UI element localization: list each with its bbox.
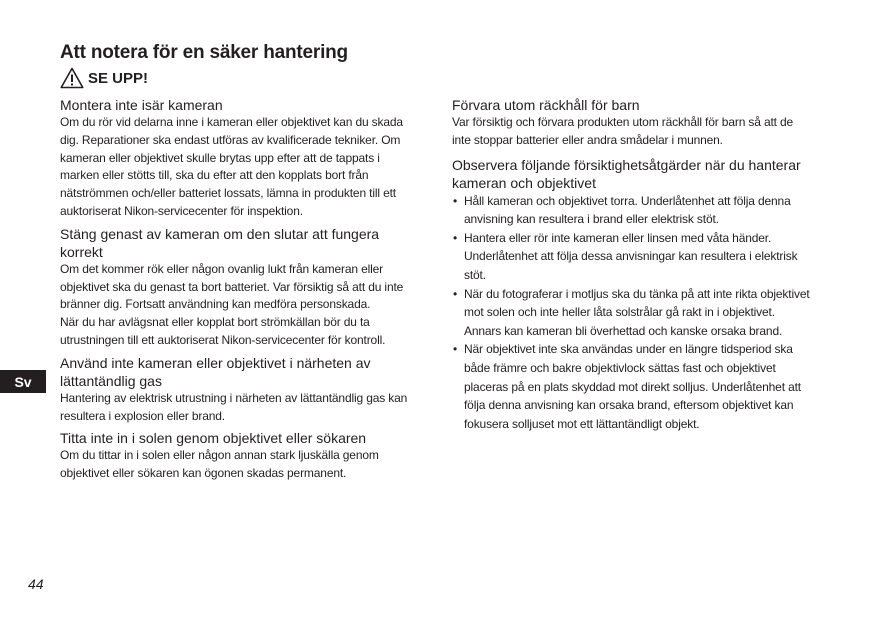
section-precautions <box>452 156 814 434</box>
section-heading: Titta inte in i solen genom objektivet eller sökaren <box>60 430 367 447</box>
precautions-list <box>452 192 814 434</box>
language-tab: Sv <box>0 370 46 393</box>
list-item: • Hantera eller rör inte kameran eller linsen med våta händer. Underlåtenhet att följa dessa anvisningar kan resultera i elektrisk stöt. <box>452 229 814 285</box>
list-item: • Håll kameran och objektivet torra. Underlåtenhet att följa denna anvisning kan resultera i brand eller elektrisk stöt. <box>452 192 814 229</box>
section-body: Om du tittar in i solen eller någon annan stark ljuskälla genom objektivet eller sökaren kan ögonen skadas permanent. <box>60 448 379 481</box>
list-item: • När du fotograferar i motljus ska du tänka på att inte rikta objektivet mot solen och inte heller låta solstrålar gå rakt in i objektivet. Annars kan kameran bli överhettad och kanske orsaka brand. <box>452 285 814 341</box>
section-body: Var försiktig och förvara produkten utom räckhåll för barn så att de inte stoppar batterier eller andra smådelar i munnen. <box>452 115 794 147</box>
warning-triangle-icon <box>60 67 84 89</box>
section-body-continued: När du har avlägsnat eller kopplat bort strömkällan bör du ta utrustningen till ett auktoriserat Nikon-servicecenter för kontroll. <box>60 315 386 347</box>
section-malfunction <box>60 225 420 350</box>
section-flammable-gas <box>60 354 420 426</box>
section-heading: Observera följande försiktighetsåtgärder när du hanterar kameran och objektivet <box>452 156 801 191</box>
section-heading: Stäng genast av kameran om den slutar att fungera korrekt <box>60 225 380 260</box>
section-heading: Använd inte kameran eller objektivet i närheten av lättantändlig gas <box>60 354 371 389</box>
section-body: Om du rör vid delarna inne i kameran eller objektivet kan du skada dig. Reparationer ska endast utföras av kvalificerade tekniker. Om kameran eller objektivet skulle brytas upp efter att de tappats i marken eller stötts till, ska du efter att den kopplats bort från nätströmmen och/eller batteriet lossats, lämna in produkten till ett auktoriserat Nikon-servicecenter för inspektion. <box>60 115 403 218</box>
right-column <box>452 96 814 433</box>
section-heading: Förvara utom räckhåll för barn <box>452 97 640 113</box>
section-children <box>452 96 814 150</box>
section-heading: Montera inte isär kameran <box>60 97 223 113</box>
caution-label: SE UPP! <box>88 69 149 87</box>
section-disassembly <box>60 96 420 221</box>
page-number: 44 <box>28 576 44 592</box>
caution-header <box>60 66 148 90</box>
section-sun <box>60 429 420 483</box>
section-body: Om det kommer rök eller någon ovanlig lukt från kameran eller objektivet ska du genast ta bort batteriet. Var försiktig så att du inte bränner dig. Fortsatt användning kan medföra personskada. <box>60 261 404 312</box>
section-body: Hantering av elektrisk utrustning i närheten av lättantändlig gas kan resultera i explosion eller brand. <box>60 390 408 423</box>
list-item: • När objektivet inte ska användas under en längre tidsperiod ska både främre och bakre objektivlock sättas fast och objektivet placeras på en plats skyddad mot direkt solljus. Underlåtenhet att följa denna anvisning kan orsaka brand, eftersom objektivet kan fokusera solljuset mot ett lättantändligt objekt. <box>452 340 814 433</box>
left-column <box>60 96 420 483</box>
page-title: Att notera för en säker hantering <box>60 42 348 63</box>
